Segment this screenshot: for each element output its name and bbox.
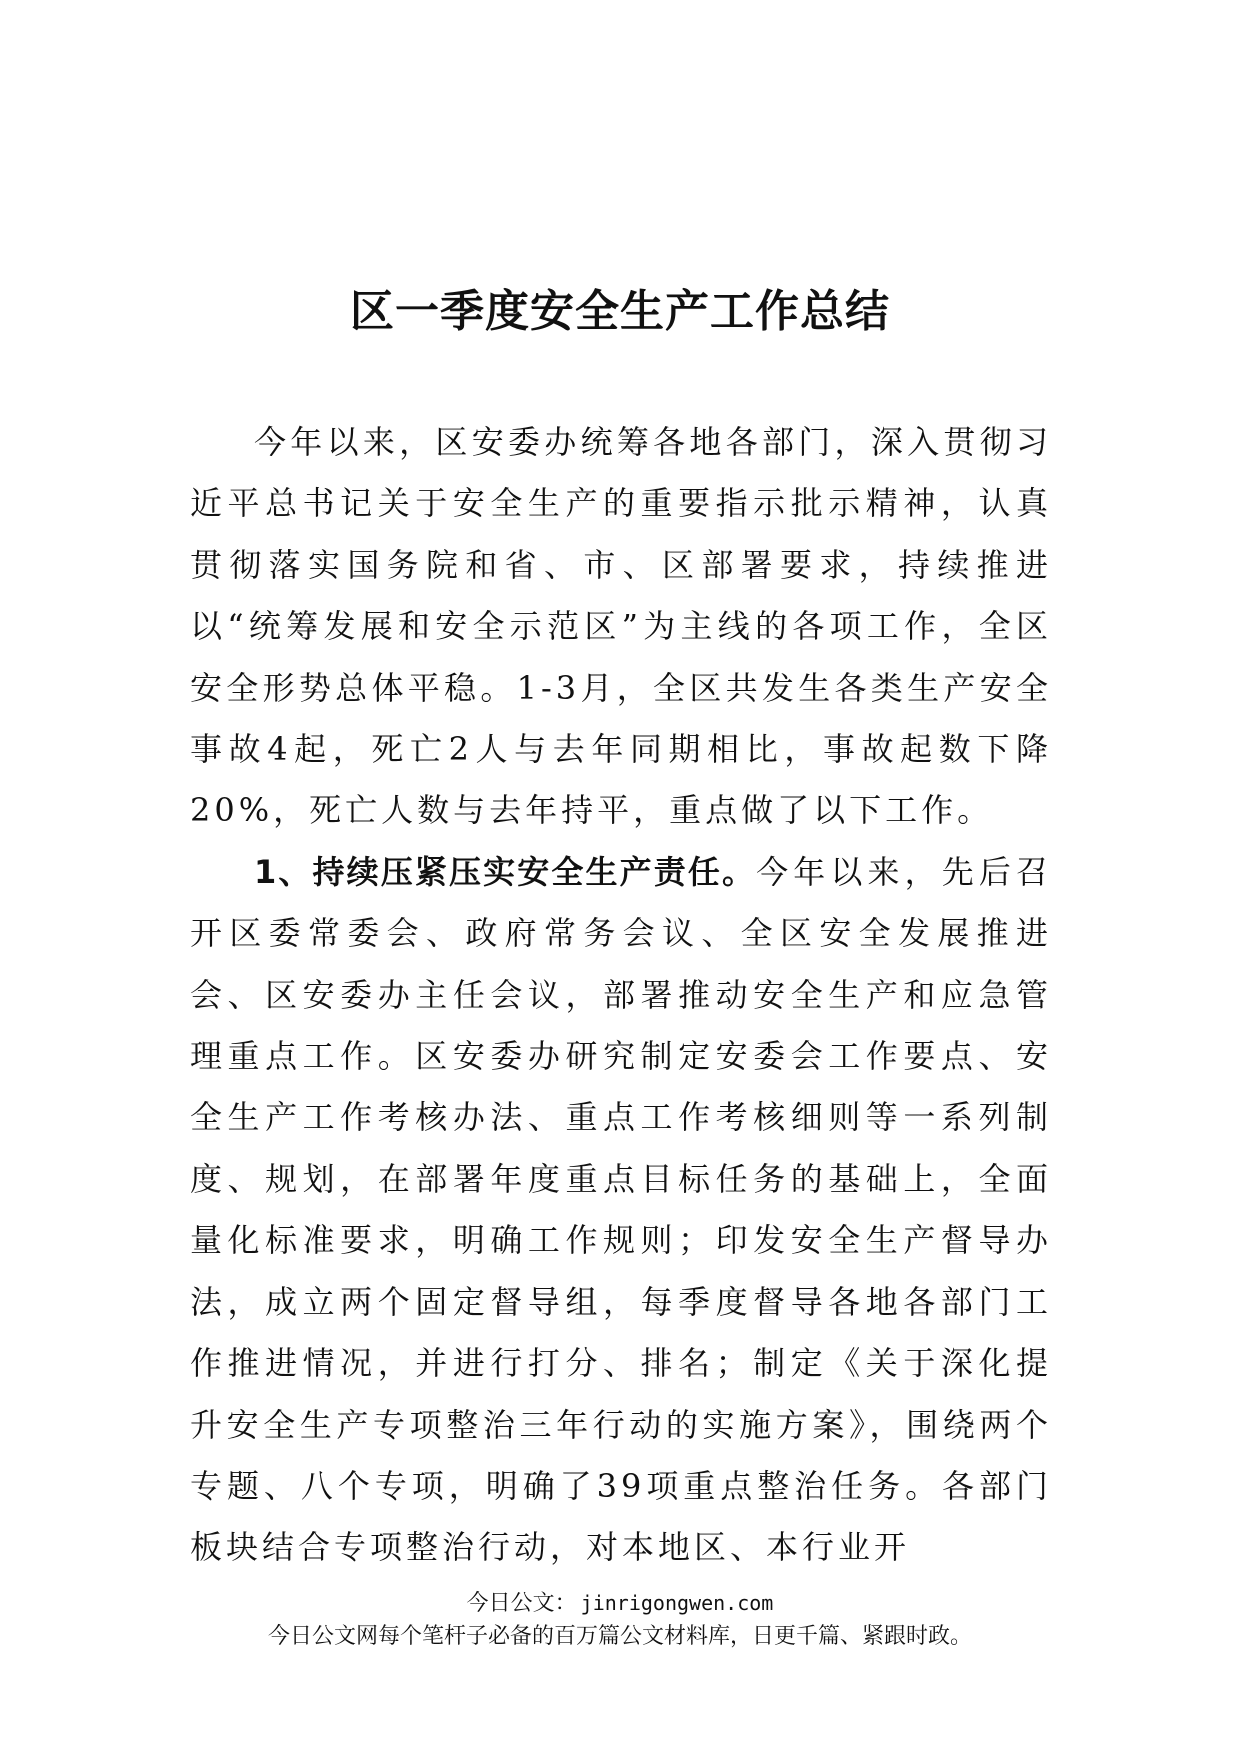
footer-site-line xyxy=(0,1588,1240,1619)
section-1-paragraph xyxy=(190,842,1052,1579)
section-1-heading: 1、持续压紧压实安全生产责任。 xyxy=(254,852,757,891)
intro-paragraph: 今年以来，区安委办统筹各地各部门，深入贯彻习近平总书记关于安全生产的重要指示批示精神，认真贯彻落实国务院和省、市、区部署要求，持续推进以“统筹发展和安全示范区”为主线的各项工作，全区安全形势总体平稳。1-3月，全区共发生各类生产安全事故4起，死亡2人与去年同期相比，事故起数下降20%，死亡人数与去年持平，重点做了以下工作。 xyxy=(190,423,1052,830)
footer-site-label: 今日公文： xyxy=(466,1591,577,1616)
footer-slogan: 今日公文网每个笔杆子必备的百万篇公文材料库，日更千篇、紧跟时政。 xyxy=(267,1624,972,1649)
section-1-text: 今年以来，先后召开区委常委会、政府常务会议、全区安全发展推进会、区安委办主任会议，部署推动安全生产和应急管理重点工作。区安委办研究制定安委会工作要点、安全生产工作考核办法、重点工作考核细则等一系列制度、规划，在部署年度重点目标任务的基础上，全面量化标准要求，明确工作规则；印发安全生产督导办法，成立两个固定督导组，每季度督导各地各部门工作推进情况，并进行打分、排名；制定《关于深化提升安全生产专项整治三年行动的实施方案》，围绕两个专题、八个专项，明确了39项重点整治任务。各部门板块结合专项整治行动，对本地区、本行业开 xyxy=(190,852,1052,1567)
footer-site-url[interactable]: jinrigongwen.com xyxy=(580,1591,774,1615)
document-title: 区一季度安全生产工作总结 xyxy=(350,286,890,337)
document-body xyxy=(190,412,1052,1579)
